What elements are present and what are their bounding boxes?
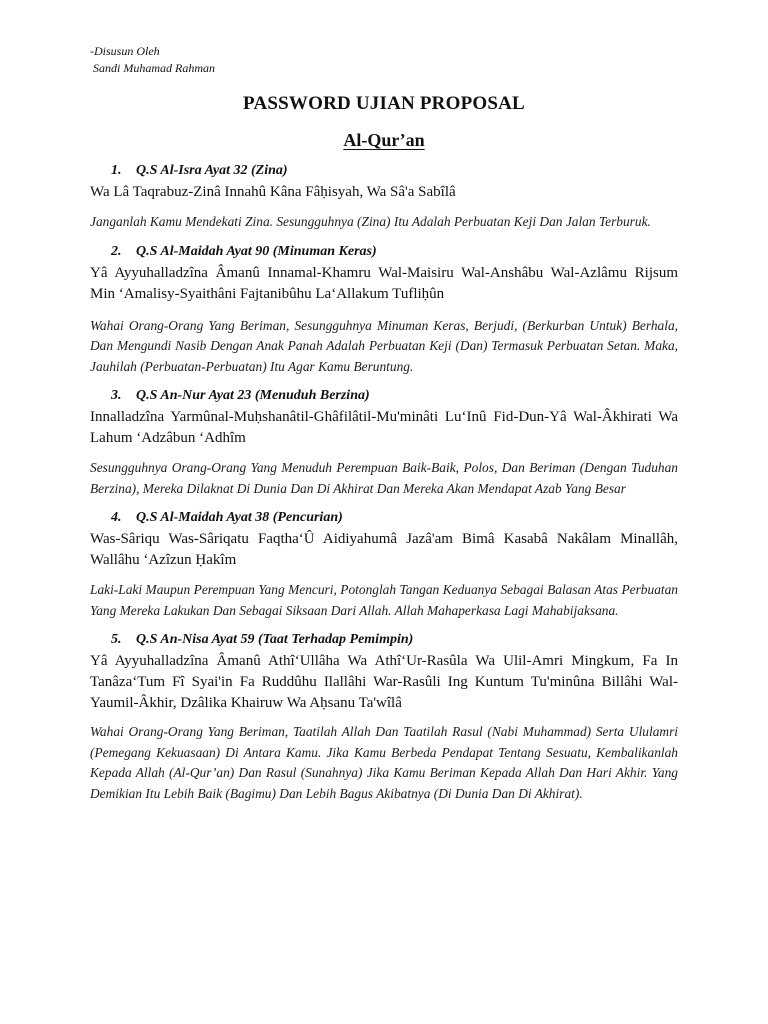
verse-translation: Wahai Orang-Orang Yang Beriman, Taatilah Allah Dan Taatilah Rasul (Nabi Muhammad) Serta Ululamri (Pemegang Kekuasaan) Di Antara Kamu. Jika Kamu Berbeda Pendapat Tentang Sesuatu, Kembalikanlah Kepada Allah (Al-Qur’an) Dan Rasul (Sunahnya) Jika Kamu Beriman Kepada Allah Dan Hari Akhir. Yang Demikian Itu Lebih Baik (Bagimu) Dan Lebih Bagus Akibatnya (Di Dunia Dan Di Akhirat). (90, 724, 678, 801)
verse-item (90, 161, 678, 233)
verse-reference: Q.S Al-Isra Ayat 32 (Zina) (136, 163, 288, 178)
verse-number: 2. (111, 243, 122, 259)
verse-translation: Laki-Laki Maupun Perempuan Yang Mencuri, Potonglah Tangan Keduanya Sebagai Balasan Atas Perbuatan Yang Mereka Lakukan Dan Sebagai Siksaan Dari Allah. Allah Mahaperkasa Lagi Mahabijaksana. (90, 582, 678, 618)
verse-item (90, 242, 678, 378)
verse-number: 5. (111, 632, 122, 647)
verse-reference: Q.S Al-Maidah Ayat 90 (Minuman Keras) (136, 243, 377, 259)
verse-item (90, 386, 678, 499)
verse-number: 1. (111, 163, 122, 178)
verse-transliteration: Yâ Ayyuhalladzîna Âmanû Innamal-Khamru Wal-Maisiru Wal-Anshâbu Wal-Azlâmu Rijsum Min ‘Amalisy-Syaithâni Fajtanibûhu La‘Allakum Tufliḥûn (90, 264, 678, 302)
verse-heading (90, 242, 678, 262)
verse-transliteration: Yâ Ayyuhalladzîna Âmanû Athî‘Ullâha Wa Athî‘Ur-Rasûla Wa Ulil-Amri Mingkum, Fa In Tanâza‘Tum Fî Syai'in Fa Ruddûhu Ilallâhi War-Rasûli Ing Kuntum Tu'minûna Billâhi Wal-Yaumil-Âkhir, Dzâlika Khairuw Wa Aḥsanu Ta'wîlâ (90, 653, 678, 711)
document-title: PASSWORD UJIAN PROPOSAL (243, 93, 525, 114)
document-subtitle: Al-Qur’an (343, 130, 425, 150)
verse-heading (90, 386, 678, 406)
verse-heading (90, 630, 678, 650)
verse-translation: Sesungguhnya Orang-Orang Yang Menuduh Perempuan Baik-Baik, Polos, Dan Beriman (Dengan Tuduhan Berzina), Mereka Dilaknat Di Dunia Dan Di Akhirat Dan Mereka Akan Mendapat Azab Yang Besar (90, 460, 678, 496)
verse-translation: Janganlah Kamu Mendekati Zina. Sesungguhnya (Zina) Itu Adalah Perbuatan Keji Dan Jalan Terburuk. (90, 214, 651, 229)
verse-number: 3. (111, 388, 122, 403)
author-prefix: -Disusun Oleh (90, 44, 160, 58)
verse-item (90, 630, 678, 804)
author-block (90, 43, 215, 77)
verse-translation: Wahai Orang-Orang Yang Beriman, Sesungguhnya Minuman Keras, Berjudi, (Berkurban Untuk) Berhala, Dan Mengundi Nasib Dengan Anak Panah Adalah Perbuatan Keji (Dan) Termasuk Perbuatan Setan. Maka, Jauhilah (Perbuatan-Perbuatan) Itu Agar Kamu Beruntung. (90, 317, 678, 374)
verse-number: 4. (111, 510, 122, 525)
verse-transliteration: Wa Lâ Taqrabuz-Zinâ Innahû Kâna Fâḥisyah, Wa Sâ'a Sabîlâ (90, 184, 456, 200)
author-name: Sandi Muhamad Rahman (93, 61, 215, 75)
verse-list (90, 161, 678, 813)
verse-transliteration: Was-Sâriqu Was-Sâriqatu Faqtha‘Û Aidiyahumâ Jazâ'am Bimâ Kasabâ Nakâlam Minallâh, Wallâhu ‘Azîzun Ḥakîm (90, 531, 678, 568)
verse-item (90, 508, 678, 621)
verse-reference: Q.S An-Nisa Ayat 59 (Taat Terhadap Pemimpin) (136, 632, 414, 647)
verse-reference: Q.S An-Nur Ayat 23 (Menuduh Berzina) (136, 388, 370, 403)
verse-reference: Q.S Al-Maidah Ayat 38 (Pencurian) (136, 510, 343, 525)
verse-heading (90, 508, 678, 528)
verse-transliteration: Innalladzîna Yarmûnal-Muḥshanâtil-Ghâfilâtil-Mu'minâti Lu‘Inû Fid-Dun-Yâ Wal-Âkhirati Wa Lahum ‘Adzâbun ‘Adhîm (90, 409, 678, 446)
verse-heading (90, 161, 678, 181)
